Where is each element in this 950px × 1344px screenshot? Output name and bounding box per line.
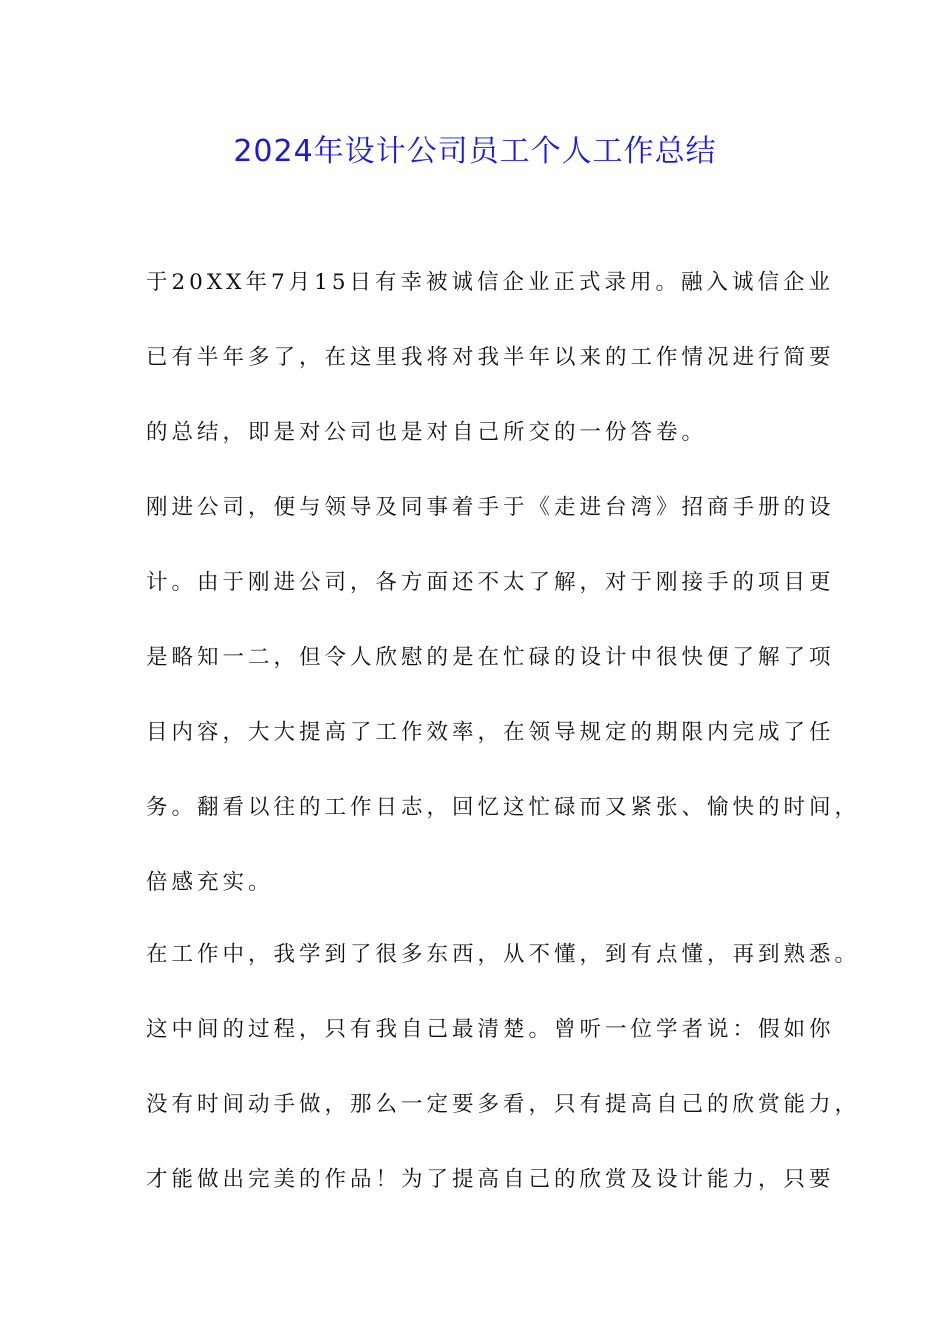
body-line: 于20XX年7月15日有幸被诚信企业正式录用。融入诚信企业: [146, 270, 835, 295]
body-line: 这中间的过程，只有我自己最清楚。曾听一位学者说：假如你: [146, 1017, 835, 1042]
body-line: 务。翻看以往的工作日志，回忆这忙碌而又紧张、愉快的时间，: [146, 795, 861, 820]
body-line: 已有半年多了，在这里我将对我半年以来的工作情况进行简要: [146, 345, 835, 370]
body-line: 在工作中，我学到了很多东西，从不懂，到有点懂，再到熟悉。: [146, 942, 861, 967]
body-line: 的总结，即是对公司也是对自己所交的一份答卷。: [146, 420, 708, 445]
body-line: 计。由于刚进公司，各方面还不太了解，对于刚接手的项目更: [146, 570, 835, 595]
body-line: 目内容，大大提高了工作效率，在领导规定的期限内完成了任: [146, 720, 835, 745]
body-line: 是略知一二，但令人欣慰的是在忙碌的设计中很快便了解了项: [146, 645, 835, 670]
body-line: 才能做出完美的作品！为了提高自己的欣赏及设计能力，只要: [146, 1167, 835, 1192]
document-title: 2024年设计公司员工个人工作总结: [233, 134, 717, 169]
body-line: 刚进公司，便与领导及同事着手于《走进台湾》招商手册的设: [146, 495, 835, 520]
body-line: 倍感充实。: [146, 870, 274, 895]
body-line: 没有时间动手做，那么一定要多看，只有提高自己的欣赏能力，: [146, 1092, 861, 1117]
